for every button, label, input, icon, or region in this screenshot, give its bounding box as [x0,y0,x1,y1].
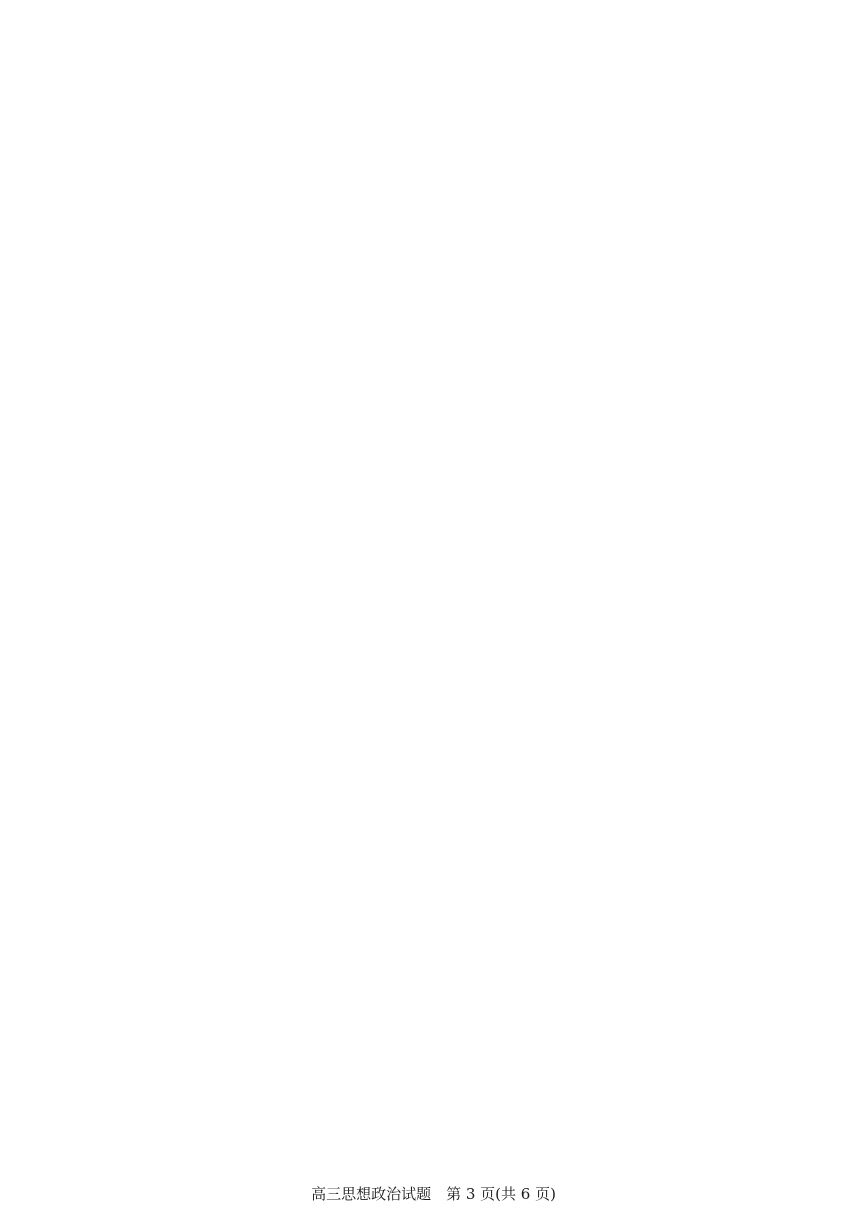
page-footer: 高三思想政治试题 第 3 页(共 6 页) [311,1185,556,1203]
